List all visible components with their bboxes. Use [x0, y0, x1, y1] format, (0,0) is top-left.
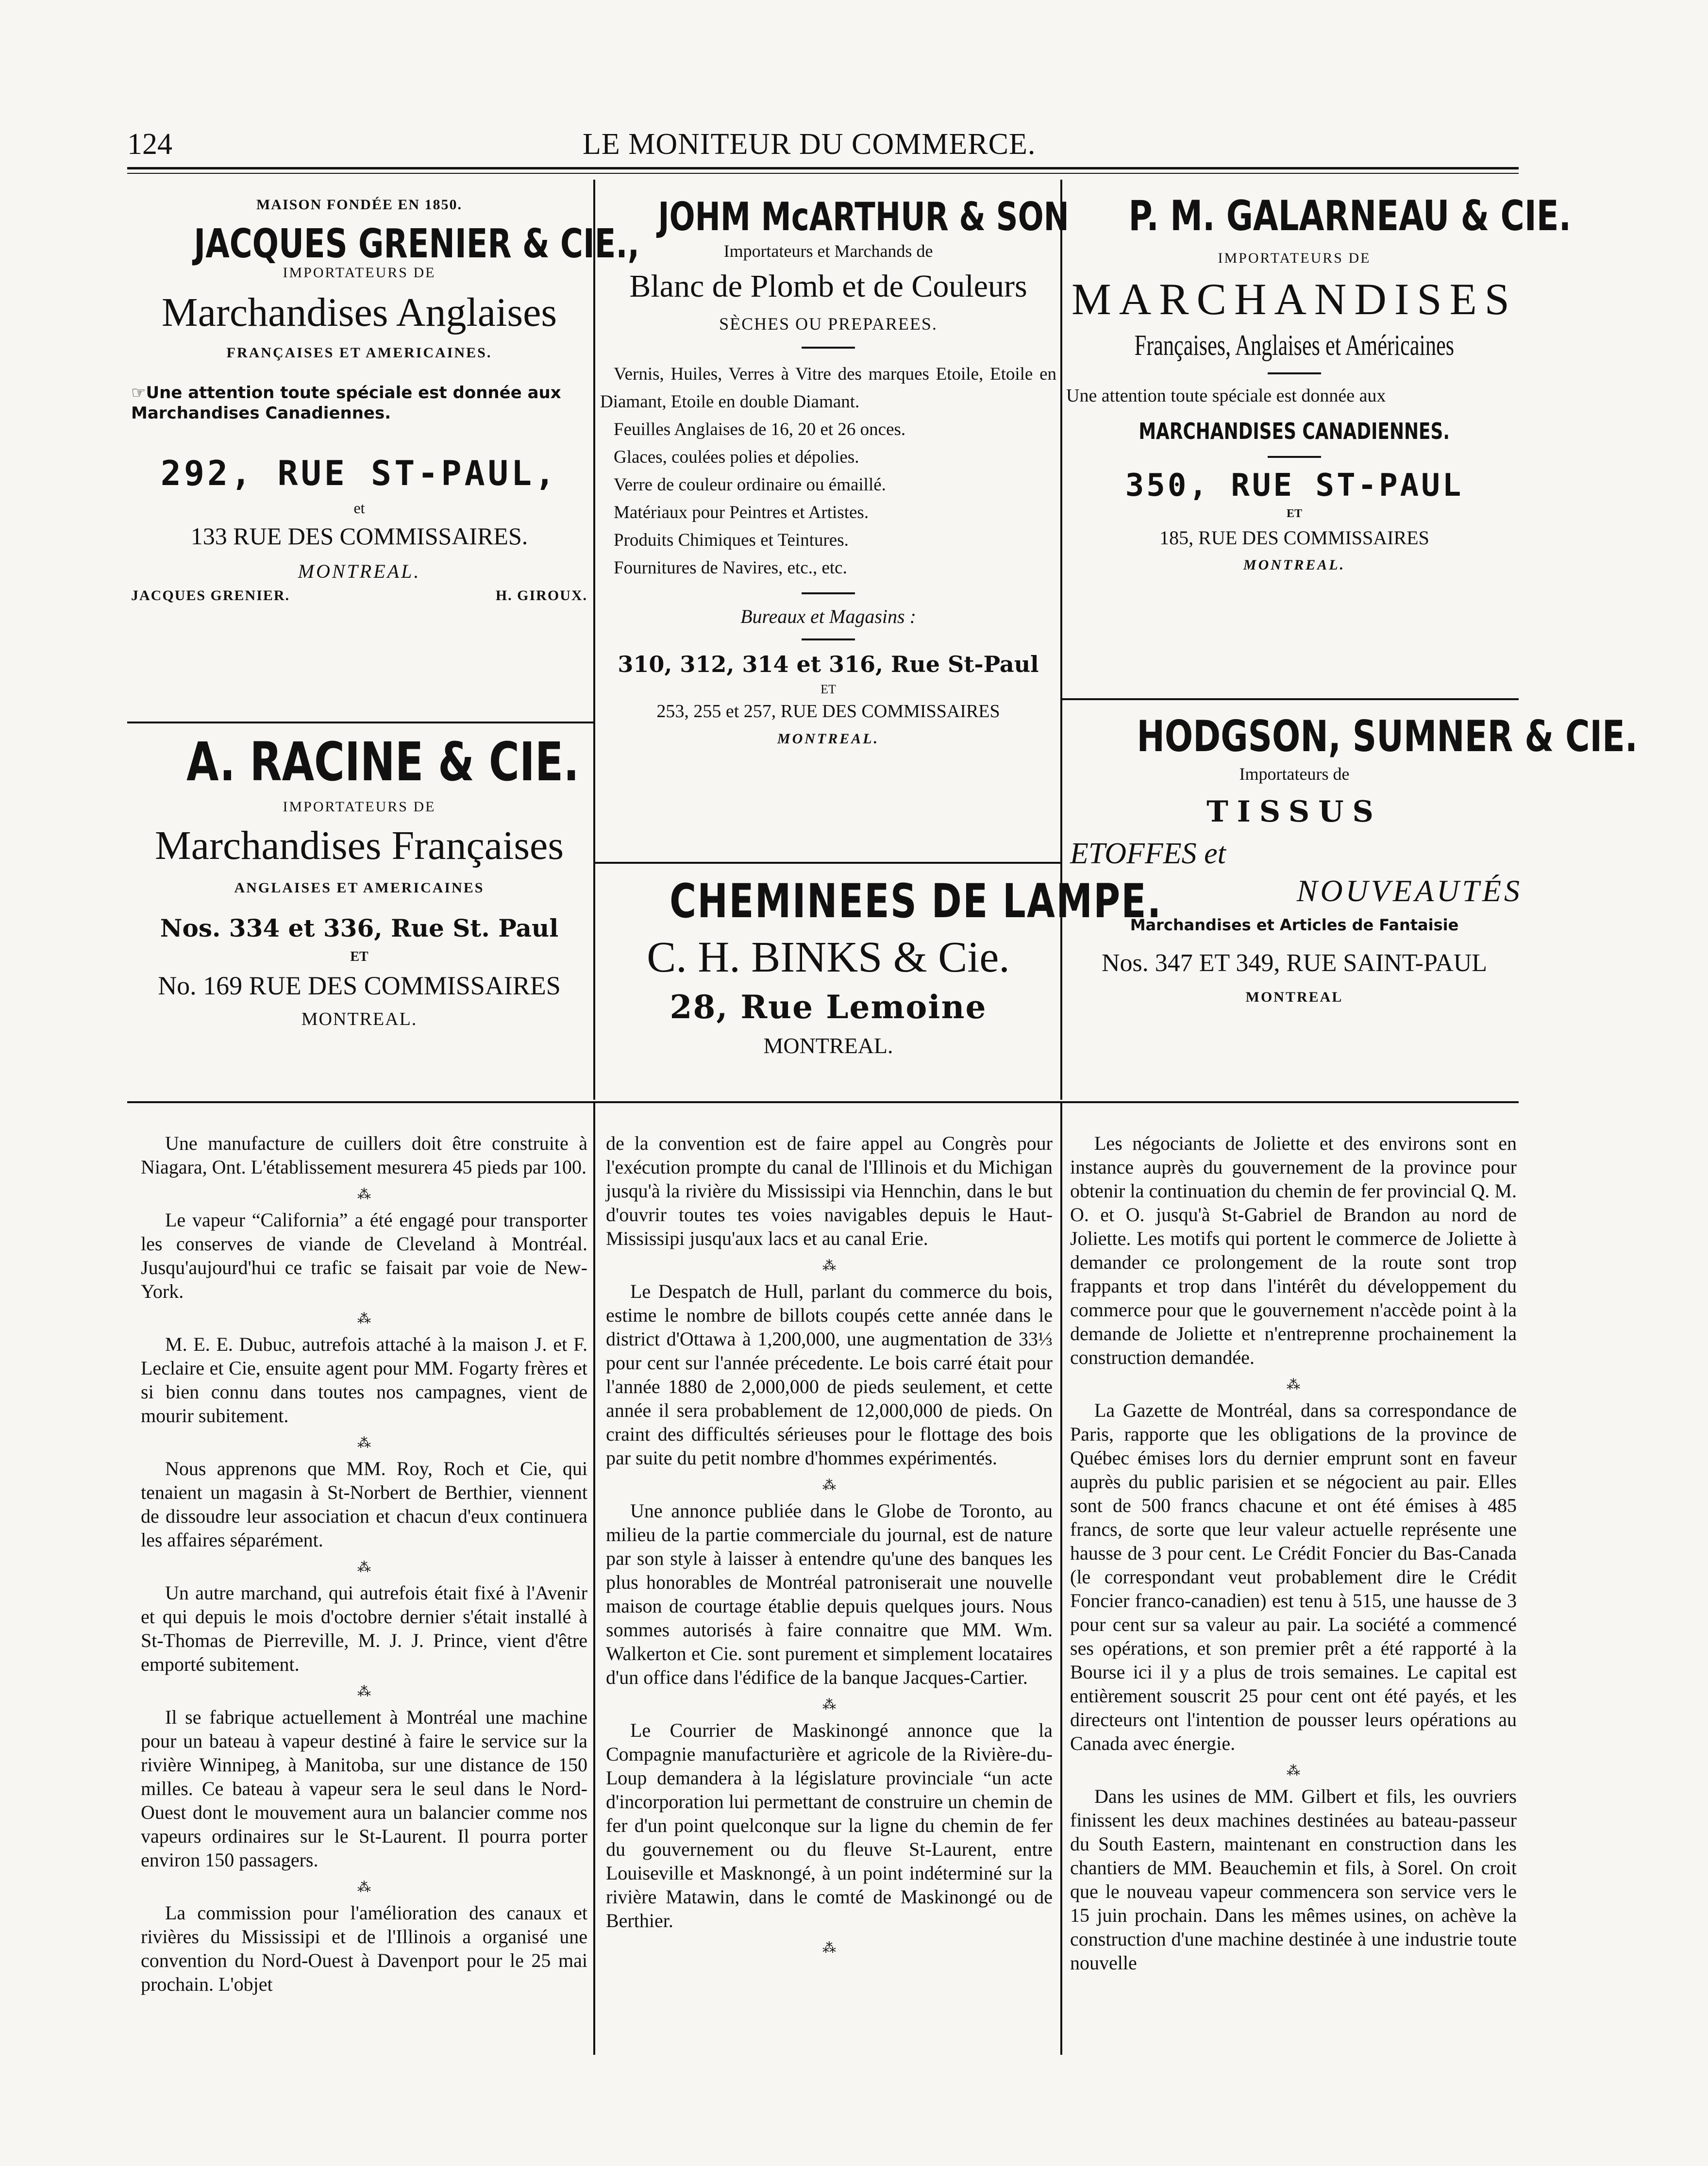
headline: CHEMINEES DE LAMPE.	[670, 874, 1162, 928]
ad-divider-right	[1062, 698, 1519, 700]
city: MONTREAL.	[1243, 557, 1346, 573]
note-2: MARCHANDISES CANADIENNES.	[1139, 418, 1450, 444]
address-1: Nos. 334 et 336, Rue St. Paul	[160, 914, 559, 942]
note: Une attention toute spéciale est donnée aux	[1066, 386, 1386, 406]
goods-1: TISSUS	[1206, 795, 1382, 829]
item-list	[600, 360, 1056, 582]
city: MONTREAL.	[298, 560, 421, 582]
offices-line: Bureaux et Magasins :	[740, 605, 916, 627]
ad-divider-middle	[595, 862, 1060, 864]
partner-2: H. GIROUX.	[495, 588, 587, 604]
article-paragraph: Un autre marchand, qui autrefois était fixé à l'Avenir et qui depuis le mois d'octobre dernier s'était installé à St-Thomas de Pierreville, M. J. J. Prince, vient d'être emporté subitement.	[141, 1582, 587, 1675]
goods-sub: ANGLAISES ET AMERICAINES	[234, 880, 485, 896]
page-number: 124	[127, 128, 172, 161]
address-2: 185, RUE DES COMMISSAIRES	[1159, 527, 1429, 549]
ad-hodgson	[1066, 711, 1638, 1006]
article-column-2	[606, 1131, 1053, 1962]
address-1: 350, RUE ST-PAUL	[1125, 468, 1464, 504]
address-1: 292, RUE ST-PAUL,	[160, 453, 558, 493]
item: Produits Chimiques et Teintures.	[614, 530, 849, 550]
city: MONTREAL	[1245, 989, 1343, 1005]
partner-1: JACQUES GRENIER.	[131, 588, 290, 604]
article-paragraph: La commission pour l'amélioration des canaux et rivières du Mississipi et de l'Illinois a organisé une convention du Nord-Ouest à Davenport pour le 25 mai prochain. L'objet	[141, 1902, 587, 1995]
article-paragraph: Le Courrier de Maskinongé annonce que la Compagnie manufacturière et agricole de la Rivière-du-Loup demandera à la législature provinciale “un acte d'incorporation lui permettant de construire un chemin de fer d'un point quelconque sur la ligne du chemin de fer du gouvernement ou du fleuve St-Laurent, entre Louiseville et Masknongé, à un point indéterminé sur la rivière Matawin, dans le comté de Maskinongé ou de Berthier.	[606, 1719, 1053, 1931]
goods-line: Marchandises Françaises	[154, 823, 564, 868]
goods-sub: Marchandises et Articles de Fantaisie	[1130, 916, 1459, 934]
city: MONTREAL.	[777, 731, 880, 747]
ad-galarneau	[1066, 192, 1572, 573]
short-rule	[802, 592, 855, 594]
ad-column-divider-1	[593, 180, 595, 1100]
address-2: 253, 255 et 257, RUE DES COMMISSAIRES	[656, 701, 1000, 722]
short-rule	[802, 638, 855, 640]
ad-racine	[131, 731, 587, 1030]
journal-title: LE MONITEUR DU COMMERCE.	[583, 128, 1036, 161]
article-column-divider-1	[593, 1103, 595, 2055]
company-name: A. RACINE & CIE.	[186, 731, 579, 793]
goods-sub: SÈCHES OU PREPAREES.	[719, 314, 938, 334]
role-line: IMPORTATEURS DE	[283, 799, 436, 815]
goods-line: MARCHANDISES	[1072, 274, 1517, 324]
address-1: 310, 312, 314 et 316, Rue St-Paul	[618, 651, 1039, 677]
founded-line: MAISON FONDÉE EN 1850.	[256, 197, 463, 213]
ad-divider-left	[127, 722, 593, 723]
header-rule	[127, 167, 1519, 169]
separator-asterism: ⁂	[357, 1187, 371, 1202]
item: Matériaux pour Peintres et Artistes.	[614, 503, 869, 522]
company-name: JACQUES GRENIER & CIE.,	[194, 221, 640, 267]
goods-3: NOUVEAUTÉS	[1296, 873, 1523, 908]
article-paragraph: Les négociants de Joliette et des environs sont en instance auprès du gouvernement de la province pour obtenir la continuation du chemin de fer provincial Q. M. O. et O. jusqu'à St-Gabriel de Brandon au nord de Joliette. Les motifs qui portent le commerce de Joliette à demander ce prolongement de la route sont trop frappants et trop dans l'intérêt du développement du commerce pour que le gouvernement n'accède point à la demande de Joliette et n'entreprenne prochainement la construction demandée.	[1070, 1132, 1517, 1368]
separator-asterism: ⁂	[822, 1941, 836, 1956]
address: 28, Rue Lemoine	[670, 988, 987, 1026]
item: Verre de couleur ordinaire ou émaillé.	[614, 475, 886, 495]
article-paragraph: Le vapeur “California” a été engagé pour transporter les conserves de viande de Cleveland à Montréal. Jusqu'aujourd'hui ce trafic se faisait par voie de New-York.	[141, 1209, 587, 1302]
ad-jacques-grenier	[131, 197, 640, 604]
company-name: P. M. GALARNEAU & CIE.	[1128, 192, 1572, 240]
section-rule	[127, 1101, 1519, 1103]
address-2: No. 169 RUE DES COMMISSAIRES	[158, 971, 561, 1000]
note: ☞Une attention toute spéciale est donnée aux Marchandises Canadiennes.	[131, 383, 561, 423]
goods-sub: Françaises, Anglaises et Américaines	[1134, 329, 1455, 361]
short-rule	[1268, 372, 1321, 374]
company-name: HODGSON, SUMNER & CIE.	[1137, 711, 1638, 761]
goods-2: ETOFFES et	[1070, 837, 1226, 870]
separator-asterism: ⁂	[357, 1560, 371, 1575]
company-name: C. H. BINKS & Cie.	[647, 933, 1010, 981]
goods-sub: FRANÇAISES ET AMERICAINES.	[226, 345, 492, 361]
article-paragraph: Une annonce publiée dans le Globe de Toronto, au milieu de la partie commerciale du journal, est de nature par son style à laisser à entendre qu'une des banques les plus honorables de Montréal patroniserait une nouvelle maison de courtage établie depuis quelques jours. Nous sommes autorisés à faire connaitre que MM. Wm. Walkerton et Cie. sont purement et simplement locataires d'un office dans l'édifice de la banque Jacques-Cartier.	[606, 1500, 1053, 1688]
article-paragraph: Une manufacture de cuillers doit être construite à Niagara, Ont. L'établissement mesurera 45 pieds par 100.	[141, 1132, 587, 1178]
article-paragraph: Le Despatch de Hull, parlant du commerce du bois, estime le nombre de billots coupés cette année dans le district d'Ottawa à 1,200,000, une augmentation de 33⅓ pour cent sur l'année précedente. Le bois carré était pour l'année 1880 de 2,000,000 de pieds seulement, et cette année il sera probablement de 12,000,000 de pieds. On craint des difficultés sérieuses pour le flottage des bois par suite du petit nombre d'hommes expérimentés.	[606, 1280, 1053, 1469]
separator-asterism: ⁂	[822, 1697, 836, 1713]
item: Fournitures de Navires, etc., etc.	[614, 558, 847, 578]
short-rule	[802, 347, 855, 349]
article-column-1	[141, 1131, 587, 2004]
article-paragraph: de la convention est de faire appel au Congrès pour l'exécution prompte du canal de l'Illinois et du Michigan jusqu'à la rivière du Mississipi via Hennchin, dans le but d'ouvrir toutes tes voies navigables depuis le Haut-Mississipi jusqu'aux lacs et au canal Erie.	[606, 1132, 1053, 1249]
header-rule-thin	[127, 173, 1519, 174]
article-paragraph: La Gazette de Montréal, dans sa correspondance de Paris, rapporte que les obligations de la province de Québec émises lors du dernier emprunt sont en faveur auprès du public parisien et se négocient au pair. Elles sont de 500 francs chacune et ont été émises à 485 francs, de sorte que leur valeur actuelle représente une hausse de 3 pour cent. Le Crédit Foncier du Bas-Canada (le correspondant veut probablement dire le Crédit Foncier franco-canadien) est tenu à 515, une hausse de 3 pour cent sur sa valeur au pair. La société a commencé ses opérations, et son premier prêt a été rapporté à la Bourse ici il y a plus de trois semaines. Le capital est entièrement souscrit 25 pour cent ont été payés, et les directeurs ont l'intention de pousser leurs opérations au Canada avec énergie.	[1070, 1399, 1517, 1754]
et: et	[353, 499, 365, 517]
article-column-divider-2	[1060, 1103, 1062, 2055]
ad-binks	[600, 874, 1162, 1058]
role-line: Importateurs de	[1239, 764, 1350, 784]
article-paragraph: Dans les usines de MM. Gilbert et fils, les ouvriers finissent les deux machines destinées au bateau-passeur du South Eastern, maintenant en construction dans les chantiers de MM. Beauchemin et fils, à Sorel. On croit que le nouveau vapeur commencera son service vers le 15 juin prochain. Dans les mêmes usines, on achève la construction d'une machine destinée à une industrie toute nouvelle	[1070, 1785, 1517, 1974]
address: Nos. 347 ET 349, RUE SAINT-PAUL	[1101, 949, 1488, 977]
goods-line: Marchandises Anglaises	[161, 290, 557, 335]
role-line: Importateurs et Marchands de	[723, 241, 933, 261]
article-column-3	[1070, 1131, 1517, 1982]
separator-asterism: ⁂	[1287, 1377, 1300, 1393]
ad-mcarthur	[600, 194, 1069, 747]
item: Vernis, Huiles, Verres à Vitre des marques Etoile, Etoile en Diamant, Etoile en double Diamant.	[600, 364, 1056, 412]
company-name: JOHM McARTHUR & SON	[658, 194, 1069, 239]
separator-asterism: ⁂	[357, 1880, 371, 1895]
goods-line: Blanc de Plomb et de Couleurs	[629, 269, 1027, 304]
separator-asterism: ⁂	[357, 1684, 371, 1699]
city: MONTREAL.	[301, 1009, 418, 1029]
article-paragraph: M. E. E. Dubuc, autrefois attaché à la maison J. et F. Leclaire et Cie, ensuite agent pour MM. Fogarty frères et si bien connu dans toutes nos campagnes, vient de mourir subitement.	[141, 1333, 587, 1427]
item: Glaces, coulées polies et dépolies.	[614, 447, 859, 467]
separator-asterism: ⁂	[357, 1311, 371, 1326]
separator-asterism: ⁂	[822, 1259, 836, 1274]
et: ET	[821, 682, 836, 696]
separator-asterism: ⁂	[822, 1478, 836, 1493]
article-paragraph: Il se fabrique actuellement à Montréal une machine pour un bateau à vapeur destiné à faire le service sur la rivière Winnipeg, à Manitoba, sur une distance de 150 milles. Ce bateau à vapeur sera le seul dans le Nord-Ouest dont le mouvement aura un balancier comme nos vapeurs ordinaires sur le St-Laurent. Il pourra porter environ 150 passagers.	[141, 1706, 587, 1871]
et: ET	[1286, 507, 1302, 520]
address-2: 133 RUE DES COMMISSAIRES.	[190, 522, 528, 550]
role-line: IMPORTATEURS DE	[1218, 250, 1371, 266]
separator-asterism: ⁂	[357, 1436, 371, 1451]
short-rule	[1268, 456, 1321, 458]
city: MONTREAL.	[763, 1033, 893, 1058]
et: ET	[350, 949, 368, 964]
separator-asterism: ⁂	[1287, 1763, 1300, 1779]
article-paragraph: Nous apprenons que MM. Roy, Roch et Cie, qui tenaient un magasin à St-Norbert de Berthier, viennent de dissoudre leur association et chacun d'eux continuera les affaires séparément.	[141, 1458, 587, 1551]
item: Feuilles Anglaises de 16, 20 et 26 onces.	[614, 420, 906, 439]
ad-column-divider-2	[1060, 180, 1062, 1100]
role-line: IMPORTATEURS DE	[283, 265, 436, 281]
